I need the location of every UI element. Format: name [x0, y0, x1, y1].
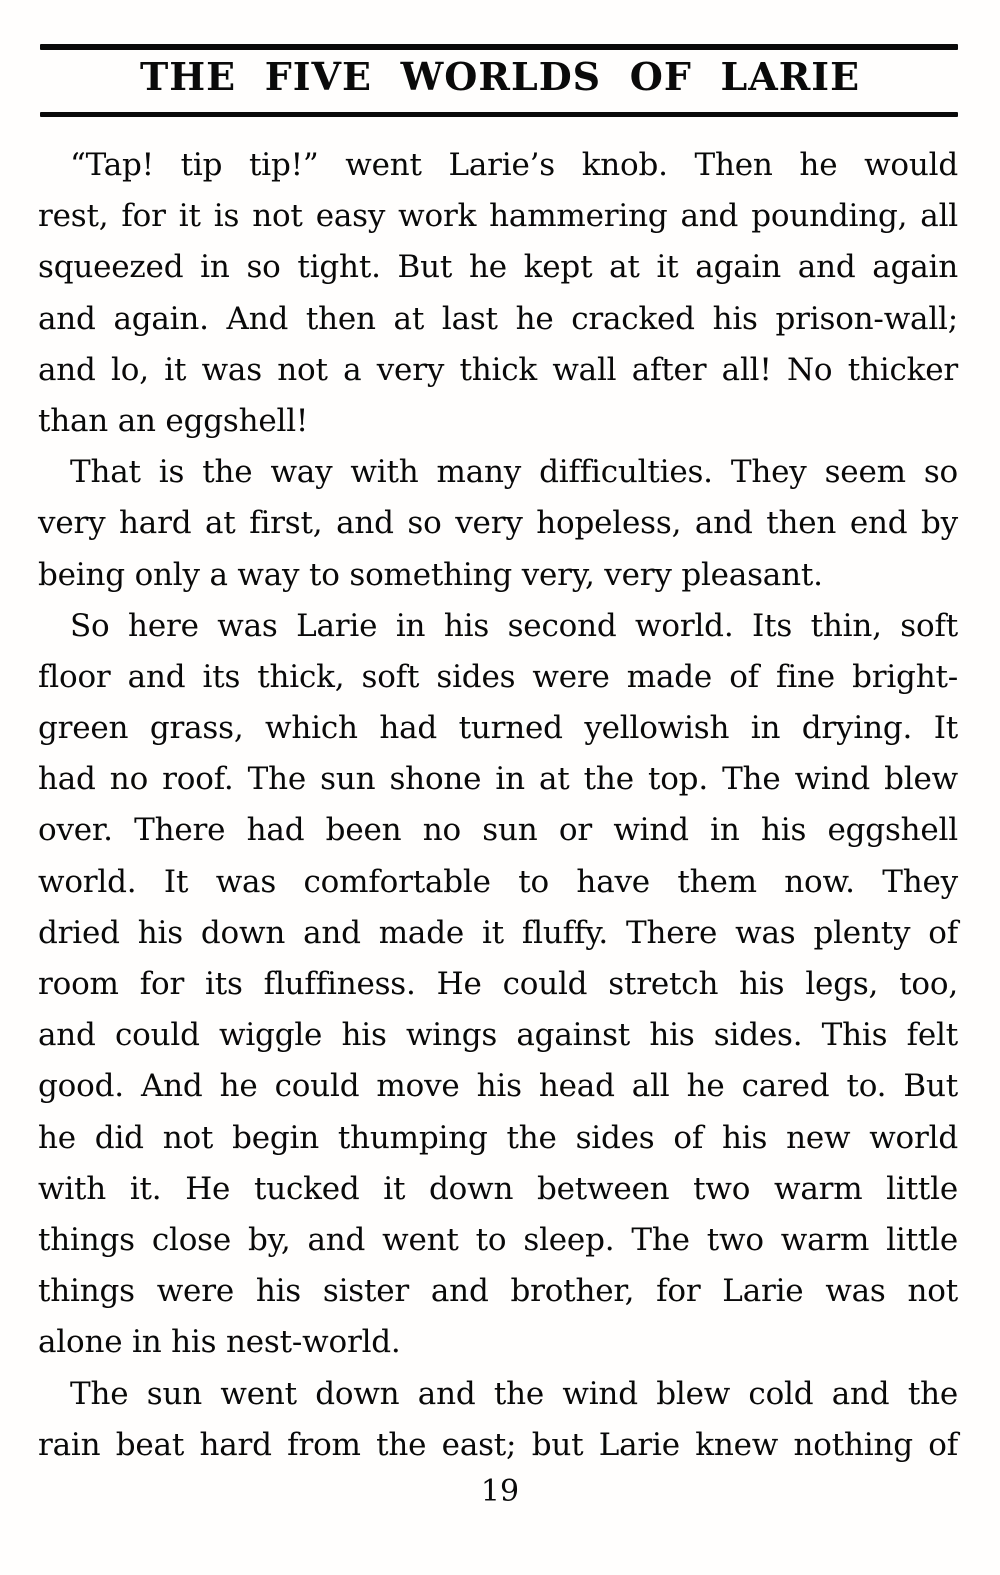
- text-line: things were his sister and brother, for Larie was not: [38, 1273, 958, 1310]
- text-line: room for its fluffiness. He could stretch his legs, too,: [38, 966, 958, 1002]
- text-line: floor and its thick, soft sides were made of fine bright-: [38, 658, 958, 695]
- text-line: good. And he could move his head all he cared to. But: [38, 1068, 958, 1105]
- text-line: had no roof. The sun shone in at the top. The wind blew: [38, 761, 958, 798]
- paragraph: [38, 447, 958, 601]
- text-line: dried his down and made it fluffy. There was plenty of: [38, 914, 958, 951]
- text-line: The sun went down and the wind blew cold and the: [70, 1375, 958, 1412]
- text-line: That is the way with many difficulties. They seem so: [70, 454, 958, 491]
- text-line: So here was Larie in his second world. Its thin, soft: [70, 607, 958, 644]
- text-line: and again. And then at last he cracked his prison-wall;: [38, 300, 958, 337]
- body-text: [38, 140, 958, 1471]
- text-line: alone in his nest-world.: [38, 1324, 401, 1361]
- chapter-running-title: THE FIVE WORLDS OF LARIE: [139, 54, 861, 99]
- text-line: squeezed in so tight. But he kept at it again and again: [38, 249, 958, 286]
- paragraph: [38, 140, 958, 447]
- text-line: and lo, it was not a very thick wall after all! No thicker: [38, 351, 958, 388]
- text-line: “Tap! tip tip!” went Larie’s knob. Then he would: [70, 147, 958, 183]
- text-line: world. It was comfortable to have them now. They: [38, 863, 958, 900]
- text-line: with it. He tucked it down between two warm little: [38, 1170, 958, 1207]
- text-line: than an eggshell!: [38, 402, 309, 439]
- text-line: rest, for it is not easy work hammering and pounding, all: [38, 198, 958, 235]
- text-line: rain beat hard from the east; but Larie knew nothing of: [38, 1426, 958, 1463]
- header-rule-bottom: [40, 112, 958, 117]
- paragraph: [38, 1369, 958, 1471]
- text-line: over. There had been no sun or wind in his eggshell: [38, 812, 958, 849]
- text-line: green grass, which had turned yellowish in drying. It: [38, 710, 958, 747]
- text-line: things close by, and went to sleep. The two warm little: [38, 1221, 958, 1258]
- text-line: very hard at first, and so very hopeless, and then end by: [38, 505, 958, 542]
- page-number: 19: [480, 1474, 520, 1509]
- header-rule-top: [40, 44, 958, 50]
- paragraph: [38, 601, 958, 1369]
- text-line: he did not begin thumping the sides of his new world: [38, 1119, 958, 1156]
- text-line: and could wiggle his wings against his sides. This felt: [38, 1017, 958, 1054]
- text-line: being only a way to something very, very pleasant.: [38, 556, 823, 593]
